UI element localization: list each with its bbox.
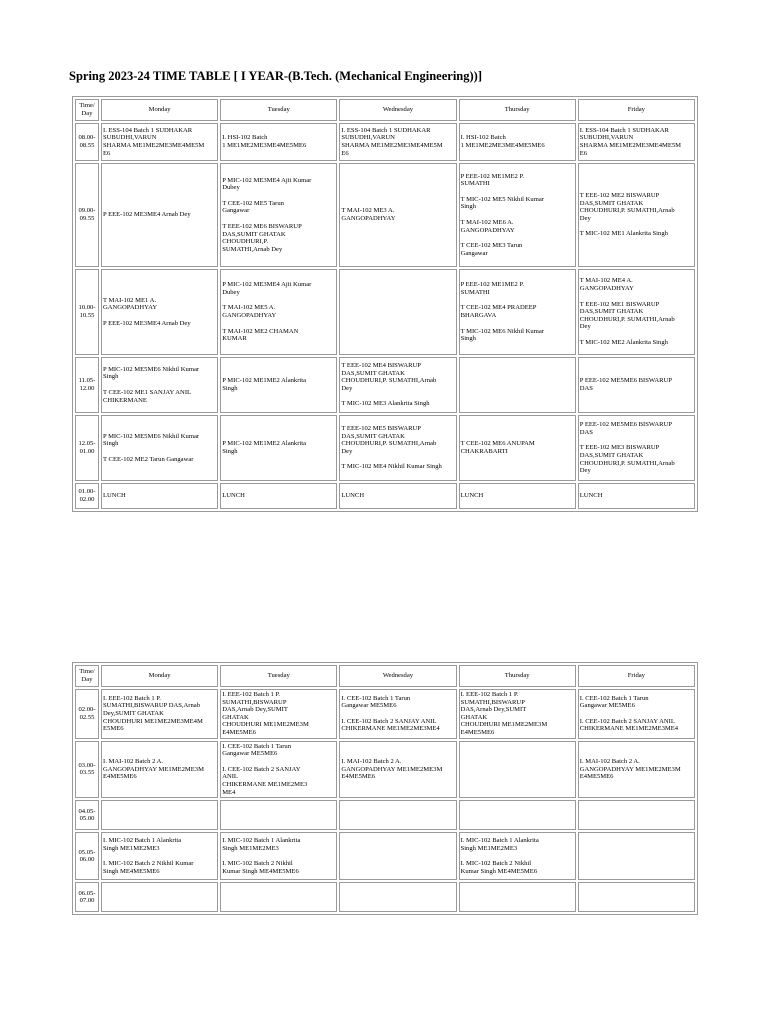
timetable-cell (459, 483, 576, 509)
class-entry: I. EEE-102 Batch 1 P. SUMATHI,BISWARUP DAS,Arnab Dey,SUMIT GHATAK CHOUDHURI ME1ME2ME3M E4ME5ME6 (222, 691, 309, 736)
table-body (75, 689, 695, 912)
class-entry: T EEE-102 ME5 BISWARUP DAS,SUMIT GHATAK CHOUDHURI,P. SUMATHI,Arnab Dey (341, 425, 437, 455)
table-row (75, 357, 695, 413)
class-entry: P EEE-102 ME3ME4 Arnab Dey (103, 319, 191, 327)
timetable-cell (459, 882, 576, 912)
timetable-cell (220, 415, 337, 481)
timetable-cell (220, 800, 337, 830)
class-entry: T MAI-102 ME5 A. GANGOPADHYAY (222, 304, 277, 319)
timetable-cell (339, 800, 456, 830)
timetable-cell (339, 123, 456, 161)
class-entry: I. ESS-104 Batch 1 SUDHAKAR SUBUDHI,VARUN SHARMA ME1ME2ME3ME4ME5M E6 (579, 126, 682, 157)
time-slot: 04.05- 05.00 (75, 800, 99, 830)
class-entry: I. MAI-102 Batch 2 A. GANGOPADHYAY ME1ME2ME3M E4ME5ME6 (341, 757, 443, 781)
class-entry: T EEE-102 ME2 BISWARUP DAS,SUMIT GHATAK CHOUDHURI,P. SUMATHI,Arnab Dey (579, 192, 675, 222)
timetable-cell (220, 741, 337, 799)
timetable-cell (101, 483, 218, 509)
header-day: Tuesday (220, 665, 337, 687)
timetable-cell (578, 123, 695, 161)
timetable-cell (578, 357, 695, 413)
timetable-cell (459, 800, 576, 830)
class-entry: I. CEE-102 Batch 1 Tarun Gangawar ME5ME6 (341, 694, 411, 710)
timetable-cell (220, 357, 337, 413)
class-entry: P EEE-102 ME5ME6 BISWARUP DAS (579, 421, 673, 436)
class-entry: T MAI-102 ME2 CHAMAN KUMAR (222, 327, 299, 343)
table-row (75, 882, 695, 912)
timetable-cell (101, 882, 218, 912)
table-row (75, 689, 695, 739)
time-slot: 01.00- 02.00 (75, 483, 99, 509)
class-entry: P MIC-102 ME3ME4 Ajit Kumar Dubey (222, 281, 312, 296)
class-entry: LUNCH (222, 492, 245, 500)
timetable-cell (578, 741, 695, 799)
timetable-cell (459, 269, 576, 355)
table-row (75, 832, 695, 880)
timetable-cell (578, 800, 695, 830)
class-entry: T MIC-102 ME6 Nikhil Kumar Singh (460, 327, 544, 343)
table-row (75, 163, 695, 267)
timetable-cell (339, 163, 456, 267)
class-entry: LUNCH (341, 492, 365, 500)
class-entry: P MIC-102 ME1ME2 Alankrita Singh (222, 440, 307, 455)
class-entry: T MIC-102 ME4 Nikhil Kumar Singh (341, 463, 442, 471)
class-entry: LUNCH (579, 492, 603, 500)
time-slot: 09.00- 09.55 (75, 163, 99, 267)
class-entry: T EEE-102 ME3 BISWARUP DAS,SUMIT GHATAK CHOUDHURI,P. SUMATHI,Arnab Dey (579, 444, 675, 475)
class-entry: P EEE-102 ME1ME2 P. SUMATHI (460, 172, 525, 188)
timetable-cell (339, 882, 456, 912)
timetable-cell (101, 163, 218, 267)
timetable-cell (578, 483, 695, 509)
time-slot: 03.00- 03.55 (75, 741, 99, 799)
class-entry: I. MIC-102 Batch 2 Nikhil Kumar Singh ME4ME5ME6 (222, 860, 299, 875)
class-entry: P MIC-102 ME3ME4 Ajit Kumar Dubey (222, 176, 312, 192)
timetable-cell (339, 741, 456, 799)
time-slot: 08.00- 08.55 (75, 123, 99, 161)
header-row (75, 665, 695, 687)
table-row (75, 800, 695, 830)
timetable-cell (578, 832, 695, 880)
class-entry: I. MAI-102 Batch 2 A. GANGOPADHYAY ME1ME2ME3M E4ME5ME6 (579, 757, 681, 781)
timetable-cell (339, 483, 456, 509)
timetable-cell (578, 269, 695, 355)
timetable-cell (101, 123, 218, 161)
class-entry: T CEE-102 ME4 PRADEEP BHARGAVA (460, 304, 537, 319)
header-day: Wednesday (339, 99, 456, 121)
timetable-cell (220, 163, 337, 267)
timetable-cell (459, 123, 576, 161)
timetable-cell (101, 800, 218, 830)
class-entry: I. ESS-104 Batch 1 SUDHAKAR SUBUDHI,VARUN SHARMA ME1ME2ME3ME4ME5M E6 (341, 126, 443, 157)
header-day: Friday (578, 665, 695, 687)
time-slot: 10.00- 10.55 (75, 269, 99, 355)
timetable-cell (220, 832, 337, 880)
class-entry: T MAI-102 ME1 A. GANGOPADHYAY (103, 296, 158, 312)
timetable-cell (339, 415, 456, 481)
class-entry: I. MAI-102 Batch 2 A. GANGOPADHYAY ME1ME2ME3M E4ME5ME6 (103, 757, 204, 781)
time-slot: 06.05- 07.00 (75, 882, 99, 912)
table-body (75, 123, 695, 509)
class-entry: T MIC-102 ME2 Alankrita Singh (579, 338, 668, 346)
class-entry: T MIC-102 ME3 Alankrita Singh (341, 400, 430, 408)
class-entry: T EEE-102 ME1 BISWARUP DAS,SUMIT GHATAK CHOUDHURI,P. SUMATHI,Arnab Dey (579, 300, 675, 331)
timetable-cell (101, 357, 218, 413)
timetable-cell (459, 415, 576, 481)
timetable-cell (578, 415, 695, 481)
class-entry: I. HSI-102 Batch 1 ME1ME2ME3ME4ME5ME6 (222, 134, 307, 149)
header-day: Tuesday (220, 99, 337, 121)
timetable-cell (578, 882, 695, 912)
class-entry: I. CEE-102 Batch 1 Tarun Gangawar ME5ME6 (579, 694, 649, 710)
page-title: Spring 2023-24 TIME TABLE [ I YEAR-(B.Tech. (Mechanical Engineering))] (69, 69, 482, 83)
table-row (75, 123, 695, 161)
timetable-cell (220, 689, 337, 739)
timetable-cell (459, 741, 576, 799)
class-entry: I. ESS-104 Batch 1 SUDHAKAR SUBUDHI,VARUN SHARMA ME1ME2ME3ME4ME5M E6 (103, 126, 205, 157)
class-entry: T MIC-102 ME1 Alankrita Singh (579, 230, 668, 238)
timetable-cell (101, 415, 218, 481)
header-day: Thursday (459, 665, 576, 687)
class-entry: T MAI-102 ME3 A. GANGOPADHYAY (341, 207, 396, 222)
class-entry: T CEE-102 ME1 SANJAY ANIL CHIKERMANE (103, 389, 192, 404)
class-entry: I. MIC-102 Batch 1 Alankrita Singh ME1ME2ME3 (103, 836, 182, 852)
timetable-cell (101, 689, 218, 739)
class-entry: I. CEE-102 Batch 1 Tarun Gangawar ME5ME6 (222, 742, 292, 758)
class-entry: P EEE-102 ME5ME6 BISWARUP DAS (579, 377, 673, 392)
timetable-cell (220, 123, 337, 161)
class-entry: I. MIC-102 Batch 1 Alankrita Singh ME1ME2ME3 (222, 836, 301, 852)
header-time-day: Time/ Day (75, 99, 99, 121)
class-entry: T CEE-102 ME3 Tarun Gangawar (460, 242, 523, 257)
class-entry: T CEE-102 ME2 Tarun Gangawar (103, 455, 194, 463)
table-row (75, 415, 695, 481)
header-row (75, 99, 695, 121)
table-row (75, 269, 695, 355)
time-slot: 05.05- 06.00 (75, 832, 99, 880)
class-entry: I. CEE-102 Batch 2 SANJAY ANIL CHIKERMANE ME1ME2ME3ME4 (579, 717, 679, 733)
header-day: Monday (101, 99, 218, 121)
class-entry: T MIC-102 ME5 Nikhil Kumar Singh (460, 195, 544, 211)
header-day: Thursday (459, 99, 576, 121)
class-entry: T EEE-102 ME6 BISWARUP DAS,SUMIT GHATAK CHOUDHURI,P. SUMATHI,Arnab Dey (222, 223, 302, 253)
time-slot: 12.05- 01.00 (75, 415, 99, 481)
timetable-cell (459, 163, 576, 267)
class-entry: I. MIC-102 Batch 1 Alankrita Singh ME1ME2ME3 (460, 836, 539, 852)
class-entry: I. CEE-102 Batch 2 SANJAY ANIL CHIKERMANE ME1ME2ME3ME4 (341, 717, 440, 733)
class-entry: P EEE-102 ME3ME4 Arnab Dey (103, 211, 191, 219)
timetable-morning (72, 96, 698, 512)
class-entry: T EEE-102 ME4 BISWARUP DAS,SUMIT GHATAK CHOUDHURI,P. SUMATHI,Arnab Dey (341, 362, 437, 392)
header-time-day: Time/ Day (75, 665, 99, 687)
header-day: Monday (101, 665, 218, 687)
class-entry: I. EEE-102 Batch 1 P. SUMATHI,BISWARUP DAS,Arnab Dey,SUMIT GHATAK CHOUDHURI ME1ME2ME3M E4ME5ME6 (460, 691, 548, 736)
time-slot: 02.00- 02.55 (75, 689, 99, 739)
table-row (75, 483, 695, 509)
class-entry: T CEE-102 ME6 ANUPAM CHAKRABARTI (460, 440, 535, 455)
timetable-cell (101, 741, 218, 799)
timetable-cell (578, 689, 695, 739)
table-row (75, 741, 695, 799)
header-day: Wednesday (339, 665, 456, 687)
class-entry: P MIC-102 ME5ME6 Nikhil Kumar Singh (103, 432, 200, 448)
class-entry: P MIC-102 ME1ME2 Alankrita Singh (222, 377, 307, 392)
timetable-cell (220, 882, 337, 912)
timetable-cell (339, 357, 456, 413)
timetable-cell (578, 163, 695, 267)
timetable-cell (459, 689, 576, 739)
timetable-cell (339, 269, 456, 355)
timetable-cell (339, 689, 456, 739)
class-entry: P MIC-102 ME5ME6 Nikhil Kumar Singh (103, 365, 200, 381)
class-entry: I. CEE-102 Batch 2 SANJAY ANIL CHIKERMANE ME1ME2ME3 ME4 (222, 765, 308, 796)
class-entry: I. HSI-102 Batch 1 ME1ME2ME3ME4ME5ME6 (460, 134, 545, 149)
timetable-cell (459, 832, 576, 880)
class-entry: I. EEE-102 Batch 1 P. SUMATHI,BISWARUP DAS,Arnab Dey,SUMIT GHATAK CHOUDHURI ME1ME2ME3ME4M E5ME6 (103, 694, 203, 733)
class-entry: LUNCH (103, 492, 126, 500)
timetable-cell (101, 269, 218, 355)
class-entry: LUNCH (460, 492, 484, 500)
time-slot: 11.05- 12.00 (75, 357, 99, 413)
timetable-cell (101, 832, 218, 880)
class-entry: P EEE-102 ME1ME2 P. SUMATHI (460, 281, 525, 296)
timetable-cell (459, 357, 576, 413)
class-entry: T CEE-102 ME5 Tarun Gangawar (222, 199, 284, 215)
timetable-cell (220, 483, 337, 509)
class-entry: T MAI-102 ME4 A. GANGOPADHYAY (579, 277, 634, 293)
class-entry: T MAI-102 ME6 A. GANGOPADHYAY (460, 219, 515, 234)
header-day: Friday (578, 99, 695, 121)
timetable-cell (220, 269, 337, 355)
class-entry: I. MIC-102 Batch 2 Nikhil Kumar Singh ME4ME5ME6 (103, 860, 194, 875)
timetable-cell (339, 832, 456, 880)
class-entry: I. MIC-102 Batch 2 Nikhil Kumar Singh ME4ME5ME6 (460, 860, 538, 875)
timetable-afternoon (72, 662, 698, 915)
